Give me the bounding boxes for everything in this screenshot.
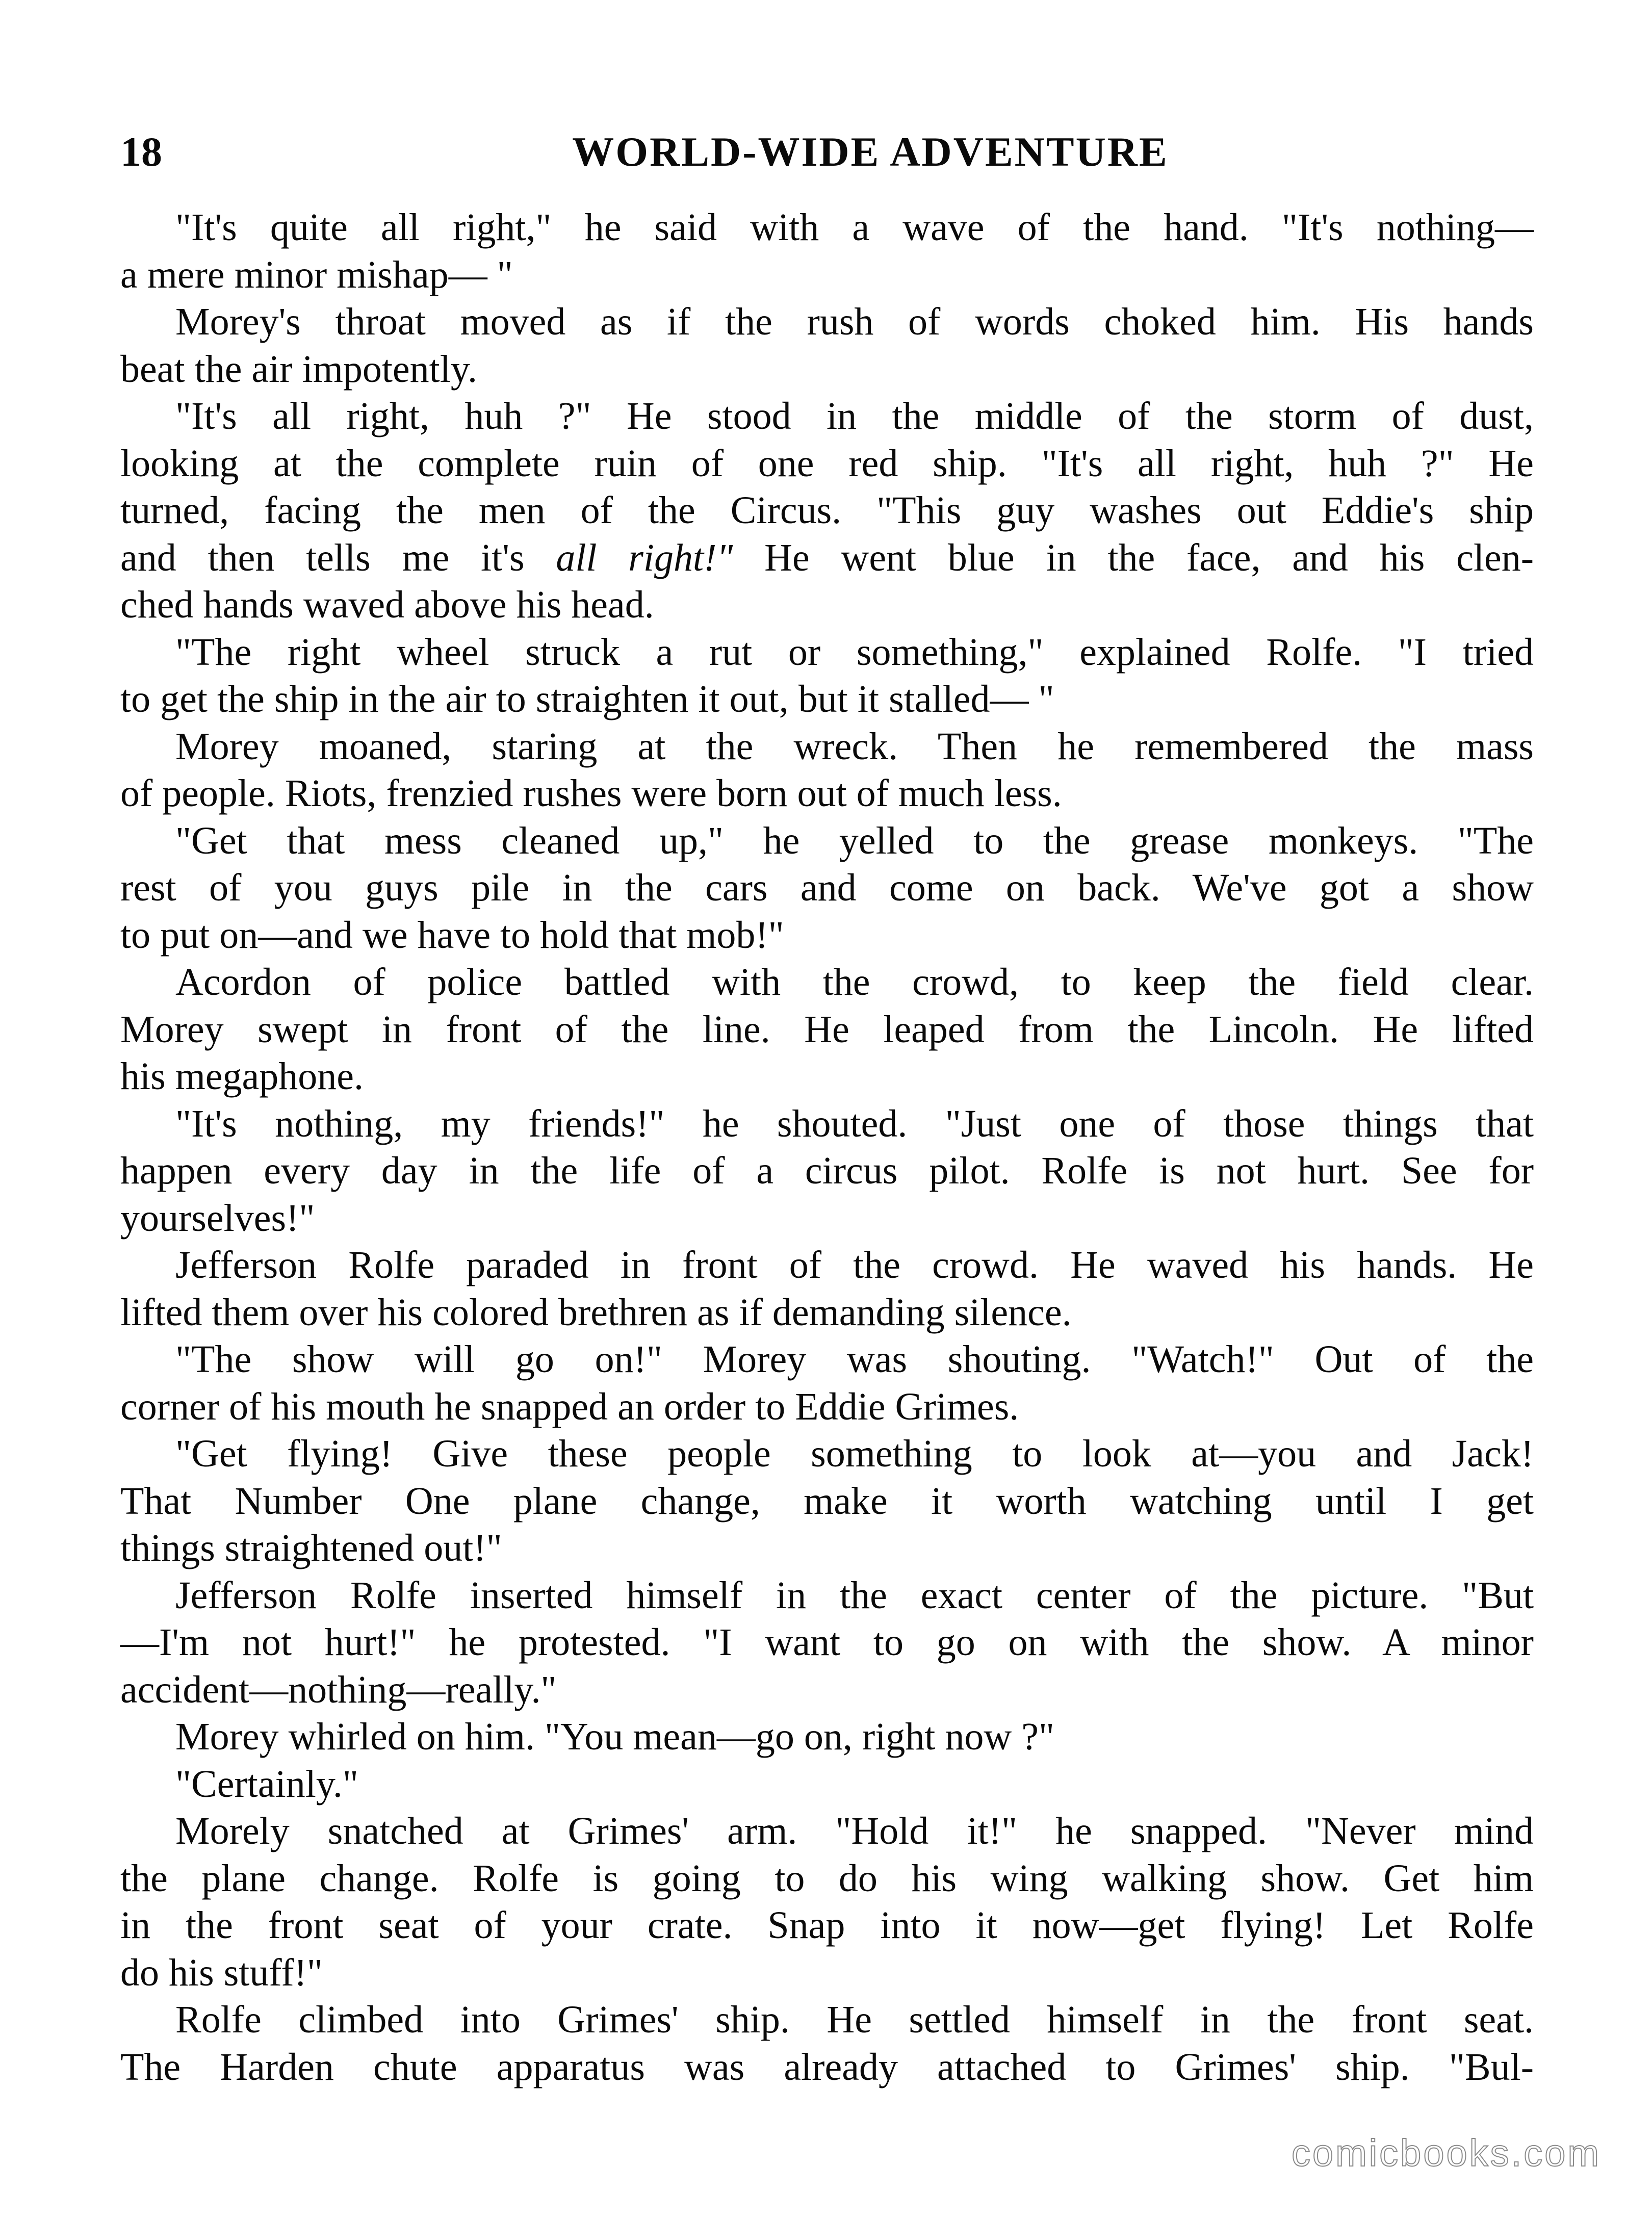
text-line: Rolfe climbed into Grimes' ship. He settled himself in the front seat. bbox=[175, 1998, 1534, 2041]
running-head bbox=[120, 116, 1534, 188]
text-line: the plane change. Rolfe is going to do his wing walking show. Get him bbox=[120, 1856, 1534, 1900]
text-line: —I'm not hurt!" he protested. "I want to go on with the show. A minor bbox=[120, 1621, 1534, 1664]
text-line: to put on—and we have to hold that mob!" bbox=[120, 913, 784, 957]
text-line: to get the ship in the air to straighten it out, but it stalled— " bbox=[120, 678, 1054, 720]
text-line: in the front seat of your crate. Snap into it now—get flying! Let Rolfe bbox=[120, 1904, 1534, 1947]
text-line: rest of you guys pile in the cars and come on back. We've got a show bbox=[120, 866, 1534, 909]
text-line: lifted them over his colored brethren as if demanding silence. bbox=[120, 1291, 1072, 1334]
text-line: Morey's throat moved as if the rush of words choked him. His hands bbox=[175, 300, 1534, 343]
text-line: and then tells me it's all right!" He went blue in the face, and his clen- bbox=[120, 536, 1534, 579]
watermark: comicbooks.com bbox=[1291, 2132, 1601, 2174]
text-line: The Harden chute apparatus was already attached to Grimes' ship. "Bul- bbox=[120, 2045, 1534, 2088]
text-line: beat the air impotently. bbox=[120, 347, 477, 391]
text-line: "It's all right, huh ?" He stood in the middle of the storm of dust, bbox=[175, 395, 1534, 437]
running-title: WORLD-WIDE ADVENTURE bbox=[572, 128, 1169, 175]
text-line: turned, facing the men of the Circus. "This guy washes out Eddie's ship bbox=[120, 489, 1534, 532]
body-text bbox=[120, 204, 1534, 2091]
text-line: ched hands waved above his head. bbox=[120, 583, 654, 626]
text-line: Acordon of police battled with the crowd, to keep the field clear. bbox=[175, 961, 1534, 1003]
text-line: corner of his mouth he snapped an order to Eddie Grimes. bbox=[120, 1385, 1019, 1428]
text-line: "Get flying! Give these people something to look at—you and Jack! bbox=[175, 1432, 1534, 1475]
text-line: Morey whirled on him. "You mean—go on, right now ?" bbox=[175, 1715, 1055, 1758]
text-line: things straightened out!" bbox=[120, 1527, 502, 1569]
text-line: "It's quite all right," he said with a wave of the hand. "It's nothing— bbox=[175, 206, 1534, 249]
text-line: Jefferson Rolfe paraded in front of the crowd. He waved his hands. He bbox=[175, 1244, 1534, 1286]
text-line: his megaphone. bbox=[120, 1055, 364, 1098]
text-line: Morely snatched at Grimes' arm. "Hold it!" he snapped. "Never mind bbox=[175, 1810, 1534, 1852]
text-line: happen every day in the life of a circus pilot. Rolfe is not hurt. See for bbox=[120, 1149, 1534, 1192]
text-line: yourselves!" bbox=[120, 1196, 315, 1240]
text-line: "It's nothing, my friends!" he shouted. "Just one of those things that bbox=[175, 1102, 1534, 1145]
page-number: 18 bbox=[120, 128, 162, 175]
text-line: "Certainly." bbox=[175, 1762, 358, 1806]
text-line: do his stuff!" bbox=[120, 1951, 323, 1994]
text-line: accident—nothing—really." bbox=[120, 1668, 557, 1711]
text-line: Morey swept in front of the line. He leaped from the Lincoln. He lifted bbox=[120, 1008, 1534, 1051]
text-line: That Number One plane change, make it worth watching until I get bbox=[120, 1479, 1534, 1523]
text-line: "Get that mess cleaned up," he yelled to the grease monkeys. "The bbox=[175, 819, 1534, 862]
text-line: "The right wheel struck a rut or something," explained Rolfe. "I tried bbox=[175, 630, 1534, 674]
text-line: Morey moaned, staring at the wreck. Then he remembered the mass bbox=[175, 725, 1534, 768]
text-line: looking at the complete ruin of one red ship. "It's all right, huh ?" He bbox=[120, 442, 1534, 485]
text-line: a mere minor mishap— " bbox=[120, 253, 513, 296]
text-line: "The show will go on!" Morey was shouting. "Watch!" Out of the bbox=[175, 1338, 1534, 1381]
text-line: Jefferson Rolfe inserted himself in the exact center of the picture. "But bbox=[175, 1574, 1534, 1617]
text-line: of people. Riots, frenzied rushes were born out of much less. bbox=[120, 772, 1062, 815]
